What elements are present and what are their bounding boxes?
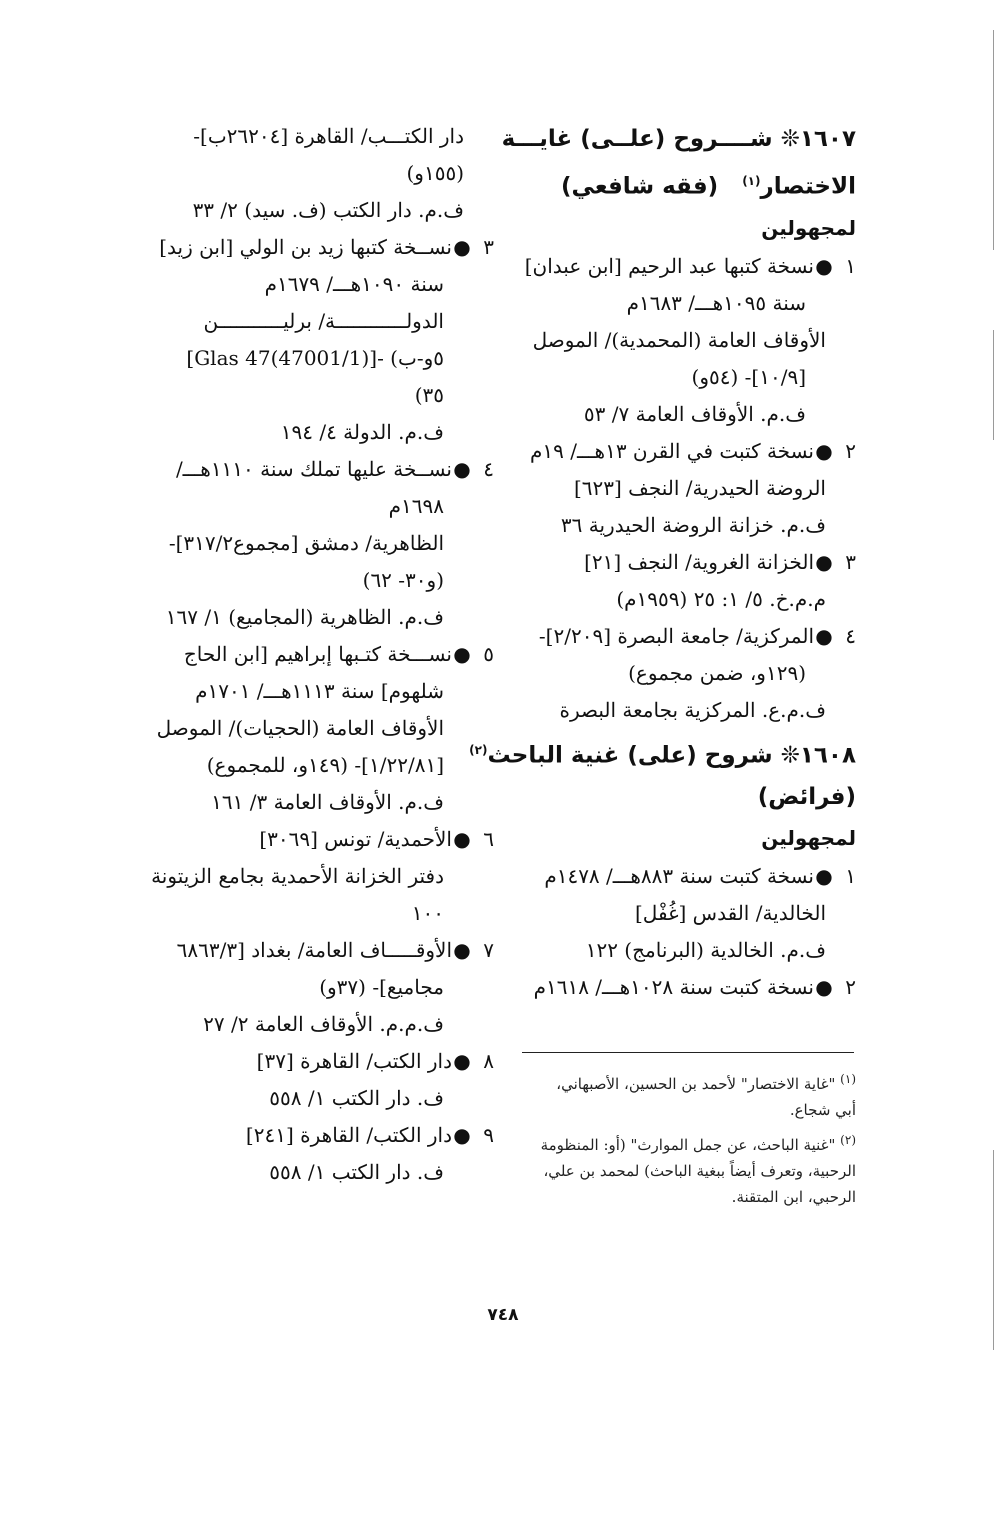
item-line: نسخة كتبت في القرن ١٣هـــ/ ١٩م — [529, 438, 814, 463]
item-line: ف.م.ع. المركزية بجامعة البصرة — [559, 697, 826, 722]
item-number: ١ — [845, 253, 856, 278]
list-item — [520, 618, 856, 729]
footnote-mark: (٢) — [840, 1133, 856, 1147]
item-line: نســـخة كتـبها إبراهيم [ابن الحاج — [183, 642, 452, 666]
item-line: ف.م. دار الكتب (ف. سيد) ٢/ ٣٣ — [192, 198, 464, 222]
bullet-icon: ● — [453, 1049, 471, 1073]
item-line: م.م.خ. ٥/ ١: ٢٥ (١٩٥٩م) — [616, 586, 826, 611]
list-item — [114, 636, 494, 821]
item-line: ف.م. الدولة ٤/ ١٩٤ — [280, 420, 444, 444]
continuation-block — [114, 118, 494, 229]
item-line: ف. دار الكتب ١/ ٥٥٨ — [269, 1160, 444, 1184]
list-item — [114, 821, 494, 932]
item-line: الخزانة الغروية/ النجف [٢١] — [584, 549, 814, 574]
footnotes — [520, 1066, 856, 1210]
item-number: ٣ — [483, 235, 494, 259]
footnote-ref-1[interactable]: (١) — [742, 174, 761, 188]
item-number: ٩ — [483, 1123, 494, 1147]
item-line: ف.م. الأوقاف العامة ٧/ ٥٣ — [583, 401, 806, 426]
list-item — [114, 1043, 494, 1117]
item-line: ف.م. الأوقاف العامة ٣/ ١٦١ — [211, 790, 444, 814]
item-line: ١٦٩٨م — [388, 494, 444, 518]
item-number: ١ — [845, 864, 856, 889]
item-line: ف.م. الظاهرية (المجاميع) ١/ ١٦٧ — [165, 605, 444, 629]
item-line: [١/٢٢/٨١]- (١٤٩و، للمجموع) — [206, 753, 444, 777]
footnote-mark: (١) — [840, 1072, 856, 1086]
entry-1608-subject: (فرائض) — [757, 784, 856, 811]
list-item — [520, 544, 856, 618]
bullet-icon: ● — [815, 623, 833, 648]
item-line: الدولــــــــــــة/ برليـــــــــــن — [203, 309, 444, 333]
left-column — [114, 118, 494, 1191]
item-number: ٥ — [483, 642, 494, 666]
item-line: المركزية/ جامعة البصرة [٢/٢٠٩]- — [538, 623, 814, 648]
item-line: الأوقاف العامة (المحمدية)/ الموصل — [532, 327, 826, 352]
item-line: دفتر الخزانة الأحمدية بجامع الزيتونة — [151, 864, 444, 888]
item-line: شلهوم] سنة ١١١٣هـــ/ ١٧٠١م — [195, 679, 444, 703]
item-line: [Glas 47(47001/1)]- (٥و-ب — [186, 346, 444, 370]
item-line: الأوقـــــاف العامة/ بغداد [٦٨٦٣/٣ — [176, 938, 452, 962]
bullet-icon: ● — [815, 438, 833, 463]
item-number: ٤ — [483, 457, 494, 481]
item-line: سنة ١٠٩٠هـــ/ ١٦٧٩م — [264, 272, 444, 296]
bullet-icon: ● — [815, 864, 833, 889]
right-column — [469, 118, 856, 1006]
bullet-icon: ● — [815, 975, 833, 1000]
list-item — [114, 932, 494, 1043]
bullet-icon: ● — [453, 938, 471, 962]
item-line: الأحمدية/ تونس [٣٠٦٩] — [259, 827, 452, 851]
item-number: ٢ — [845, 438, 856, 463]
entry-1607-title: الاختصار — [760, 173, 856, 200]
item-line: نســخة كتبها زيد بن الولي [ابن زيد] — [159, 235, 452, 259]
item-line: نســخة عليها تملك سنة ١١١٠هـــ/ — [175, 457, 452, 481]
item-line: سنة ١٠٩٥هـــ/ ١٦٨٣م — [626, 290, 806, 315]
item-number: ٧ — [483, 938, 494, 962]
item-line: دار الكتب/ القاهرة [٢٤١] — [245, 1123, 452, 1147]
bullet-icon: ● — [453, 827, 471, 851]
item-number: ٦ — [483, 827, 494, 851]
footnote-text: الرحبي، ابن المتقنة. — [731, 1188, 856, 1206]
bullet-icon: ● — [453, 235, 471, 259]
item-number: ٣ — [845, 549, 856, 574]
item-line: الأوقاف العامة (الحجيات)/ الموصل — [156, 716, 444, 740]
footnote-2 — [520, 1127, 856, 1210]
list-item — [520, 969, 856, 1006]
item-number: ٨ — [483, 1049, 494, 1073]
item-line: ف.م.م. الأوقاف العامة ٢/ ٢٧ — [203, 1012, 444, 1036]
entry-1607-heading-line2 — [520, 160, 856, 208]
item-line: (و٣٠- ٦٢) — [362, 568, 444, 592]
entry-1607-heading: ١٦٠٧❊ شــــروح (علــى) غايـــة — [501, 126, 856, 152]
list-item — [520, 858, 856, 969]
item-line: (١٢٩و، ضمن مجموع) — [628, 660, 806, 685]
footnote-text: "غنية الباحث، عن جمل الموارث" (أو: المنظومة — [540, 1136, 836, 1154]
item-line: ١٠٠ — [411, 901, 444, 925]
scan-edge-mark — [993, 330, 994, 440]
item-line: دار الكتب/ القاهرة [٣٧] — [256, 1049, 452, 1073]
footnote-separator — [522, 1052, 854, 1053]
footnote-text: أبي شجاع. — [789, 1101, 856, 1119]
footnote-1 — [520, 1066, 856, 1123]
item-line: ف.م. خزانة الروضة الحيدرية ٣٦ — [560, 512, 826, 537]
scan-edge-mark — [993, 30, 994, 250]
bullet-icon: ● — [453, 642, 471, 666]
list-item — [520, 433, 856, 544]
item-line: الروضة الحيدرية/ النجف [٦٢٣] — [573, 475, 826, 500]
entry-1608-title: ١٦٠٨❊ شروح (على) غنية الباحث — [487, 742, 856, 769]
entry-1607-author: لمجهولين — [761, 215, 856, 240]
item-number: ٢ — [845, 975, 856, 1000]
item-line: ف. دار الكتب ١/ ٥٥٨ — [269, 1086, 444, 1110]
entry-1607-subject: (فقه شافعي) — [560, 173, 719, 200]
item-number: ٤ — [845, 623, 856, 648]
list-item — [114, 1117, 494, 1191]
footnote-text: الرحبية، وتعرف أيضاً ببغية الباحث) لمحمد بن علي، — [543, 1162, 856, 1180]
item-line: (١٥٥و) — [406, 161, 464, 185]
item-line: ٣٥) — [414, 383, 444, 407]
footnote-text: "غاية الاختصار" لأحمد بن الحسين، الأصبهاني، — [556, 1075, 836, 1093]
item-line: نسخة كتبت سنة ١٠٢٨هـــ/ ١٦١٨م — [533, 975, 814, 1000]
item-line: نسخة كتبت سنة ٨٨٣هـــ/ ١٤٧٨م — [544, 864, 814, 889]
list-item — [114, 229, 494, 451]
footnote-ref-2[interactable]: (٢) — [469, 742, 488, 757]
list-item — [520, 248, 856, 433]
item-line: الخالدية/ القدس [غُفْل] — [635, 901, 826, 926]
item-line: نسخة كتبها عبد الرحيم [ابن عبدان] — [524, 253, 814, 278]
list-item — [114, 451, 494, 636]
item-line: الظاهرية/ دمشق [مجموع٣١٧/٢]- — [168, 531, 444, 555]
item-line: [١٠/٩]- (٥٤و) — [691, 364, 806, 389]
page-number: ٧٤٨ — [487, 1305, 519, 1325]
item-line: دار الكتـــب/ القاهرة [٢٦٢٠٤ب]- — [193, 124, 464, 148]
bullet-icon: ● — [453, 457, 471, 481]
entry-1608-author: لمجهولين — [761, 826, 856, 851]
bullet-icon: ● — [815, 549, 833, 574]
entry-1608-heading — [469, 729, 856, 777]
bullet-icon: ● — [453, 1123, 471, 1147]
bullet-icon: ● — [815, 253, 833, 278]
item-line: ف.م. الخالدية (البرنامج) ١٢٢ — [585, 938, 826, 963]
item-line: مجاميع]- (٣٧و) — [319, 975, 444, 999]
